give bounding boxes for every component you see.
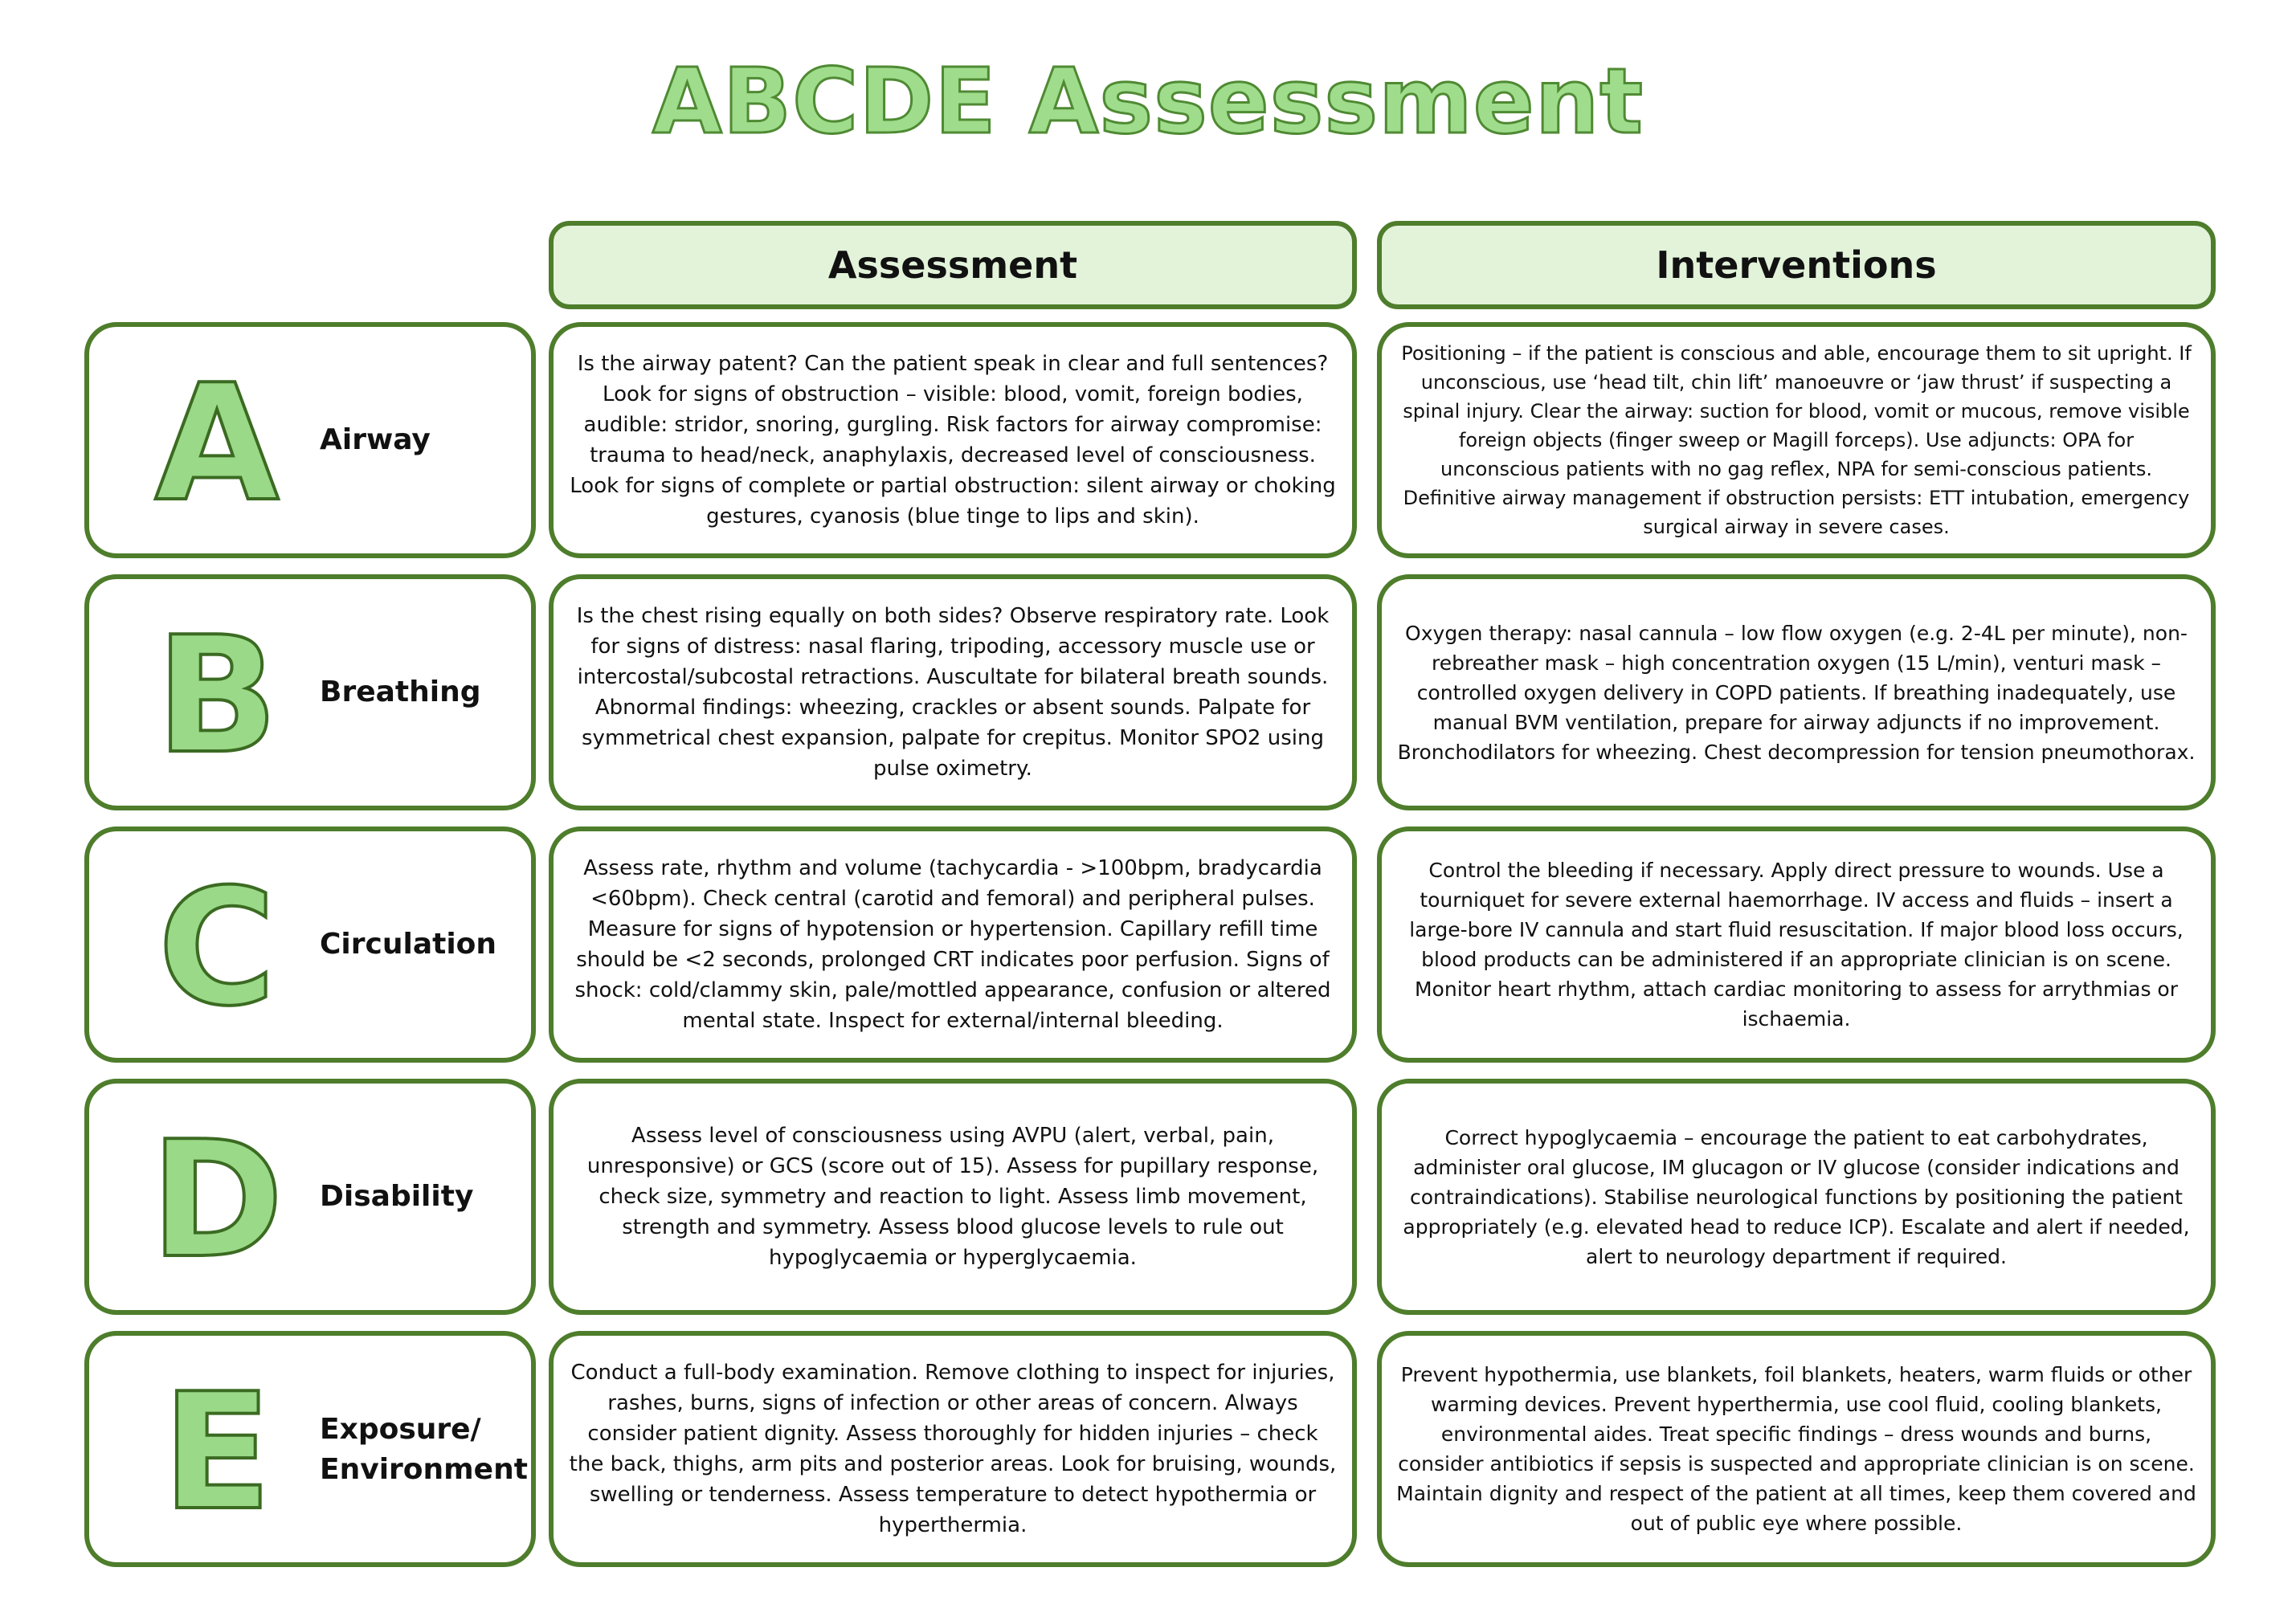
- row-a-assessment: [549, 322, 1357, 558]
- row-b-assessment: [549, 574, 1357, 810]
- letter-b: B: [155, 602, 279, 790]
- row-c-assessment-text: Assess rate, rhythm and volume (tachycardia - >100bpm, bradycardia <60bpm). Check central (carotid and femoral) and peripheral pulses. Measure for signs of hypotension or hypertension. Capillary refill time should be <2 seconds, prolonged CRT indicates poor perfusion. Signs of shock: cold/clammy skin, pale/mottled appearance, confusion or altered mental state. Inspect for external/internal bleeding.: [574, 856, 1331, 1033]
- assessment-header-label: Assessment: [827, 243, 1078, 287]
- row-e-interventions-text: Prevent hypothermia, use blankets, foil blankets, heaters, warm fluids or other warming devices. Prevent hyperthermia, use cool fluid, cooling blankets, environmental aides. Treat specific findings – dress wounds and burns, consider antibiotics if sepsis is suspected and appropriate clinician is on scene. Maintain dignity and respect of the patient at all times, keep them covered and out of public eye where possible.: [1396, 1363, 2196, 1535]
- row-d-assessment-text: Assess level of consciousness using AVPU (alert, verbal, pain, unresponsive) or GCS (score out of 15). Assess for pupillary response, check size, symmetry and reaction to light. Assess limb movement, strength and symmetry. Assess blood glucose levels to rule out hypoglycaemia or hyperglycaemia.: [586, 1124, 1319, 1270]
- page-title: ABCDE Assessment: [652, 50, 1644, 154]
- row-c-interventions-text: Control the bleeding if necessary. Apply direct pressure to wounds. Use a tourniquet for severe external haemorrhage. IV access and fluids – insert a large-bore IV cannula and start fluid resuscitation. If major blood loss occurs, blood products can be administered if an appropriate clinician is on scene. Monitor heart rhythm, attach cardiac monitoring to assess for arrythmias or ischaemia.: [1409, 859, 2184, 1031]
- row-d-assessment: [549, 1079, 1357, 1315]
- row-e-interventions: [1377, 1331, 2216, 1567]
- row-b-interventions: [1377, 574, 2216, 810]
- row-a-interventions-text: Positioning – if the patient is conscious and able, encourage them to sit upright. If unconscious, use ‘head tilt, chin lift’ manoeuvre or ‘jaw thrust’ if suspecting a spinal injury. Clear the airway: suction for blood, vomit or mucous, remove visible foreign objects (finger sweep or Magill forceps). Use adjuncts: OPA for unconscious patients with no gag reflex, NPA for semi-conscious patients. Definitive airway management if obstruction persists: ETT intubation, emergency surgical airway in severe cases.: [1401, 342, 2192, 538]
- row-b-assessment-text: Is the chest rising equally on both sides? Observe respiratory rate. Look for signs of distress: nasal flaring, tripoding, accessory muscle use or intercostal/subcostal retractions. Auscultate for bilateral breath sounds. Abnormal findings: wheezing, crackles or absent sounds. Palpate for symmetrical chest expansion, palpate for crepitus. Monitor SPO2 using pulse oximetry.: [576, 604, 1330, 781]
- assessment-header: [549, 221, 1357, 309]
- row-label-circulation: Circulation: [320, 928, 497, 961]
- row-label-breathing: Breathing: [320, 676, 481, 708]
- row-b-interventions-text: Oxygen therapy: nasal cannula – low flow oxygen (e.g. 2-4L per minute), non-rebreather mask – high concentration oxygen (15 L/min), venturi mask – controlled oxygen delivery in COPD patients. If breathing inadequately, use manual BVM ventilation, prepare for airway adjuncts if no improvement. Bronchodilators for wheezing. Chest decompression for tension pneumothorax.: [1397, 621, 2196, 764]
- row-label-disability: Disability: [320, 1180, 474, 1213]
- row-d-interventions: [1377, 1079, 2216, 1315]
- row-a-interventions: [1377, 322, 2216, 558]
- letter-e: E: [161, 1359, 272, 1546]
- interventions-header-label: Interventions: [1656, 243, 1937, 287]
- letter-d: D: [149, 1107, 284, 1294]
- interventions-header: [1377, 221, 2216, 309]
- row-e-assessment: [549, 1331, 1357, 1567]
- row-a-assessment-text: Is the airway patent? Can the patient speak in clear and full sentences? Look for signs of obstruction – visible: blood, vomit, foreign bodies, audible: stridor, snoring, gurgling. Risk factors for airway compromise: trauma to head/neck, anaphylaxis, decreased level of consciousness. Look for signs of complete or partial obstruction: silent airway or choking gestures, cyanosis (blue tinge to lips and skin).: [570, 352, 1336, 529]
- row-c-interventions: [1377, 827, 2216, 1063]
- row-label-exposure: Exposure/ Environment: [320, 1413, 528, 1486]
- letter-c: C: [157, 855, 276, 1042]
- row-label-airway: Airway: [320, 423, 431, 456]
- row-c-assessment: [549, 827, 1357, 1063]
- letter-a: A: [154, 350, 280, 537]
- row-d-interventions-text: Correct hypoglycaemia – encourage the patient to eat carbohydrates, administer oral glucose, IM glucagon or IV glucose (consider indications and contraindications). Stabilise neurological functions by positioning the patient appropriately (e.g. elevated head to reduce ICP). Escalate and alert if needed, alert to neurology department if required.: [1403, 1125, 2190, 1268]
- row-e-assessment-text: Conduct a full-body examination. Remove clothing to inspect for injuries, rashes, burns, signs of infection or other areas of concern. Always consider patient dignity. Assess thoroughly for hidden injuries – check the back, thighs, arm pits and posterior areas. Look for bruising, wounds, swelling or tenderness. Assess temperature to detect hypothermia or hyperthermia.: [569, 1361, 1337, 1537]
